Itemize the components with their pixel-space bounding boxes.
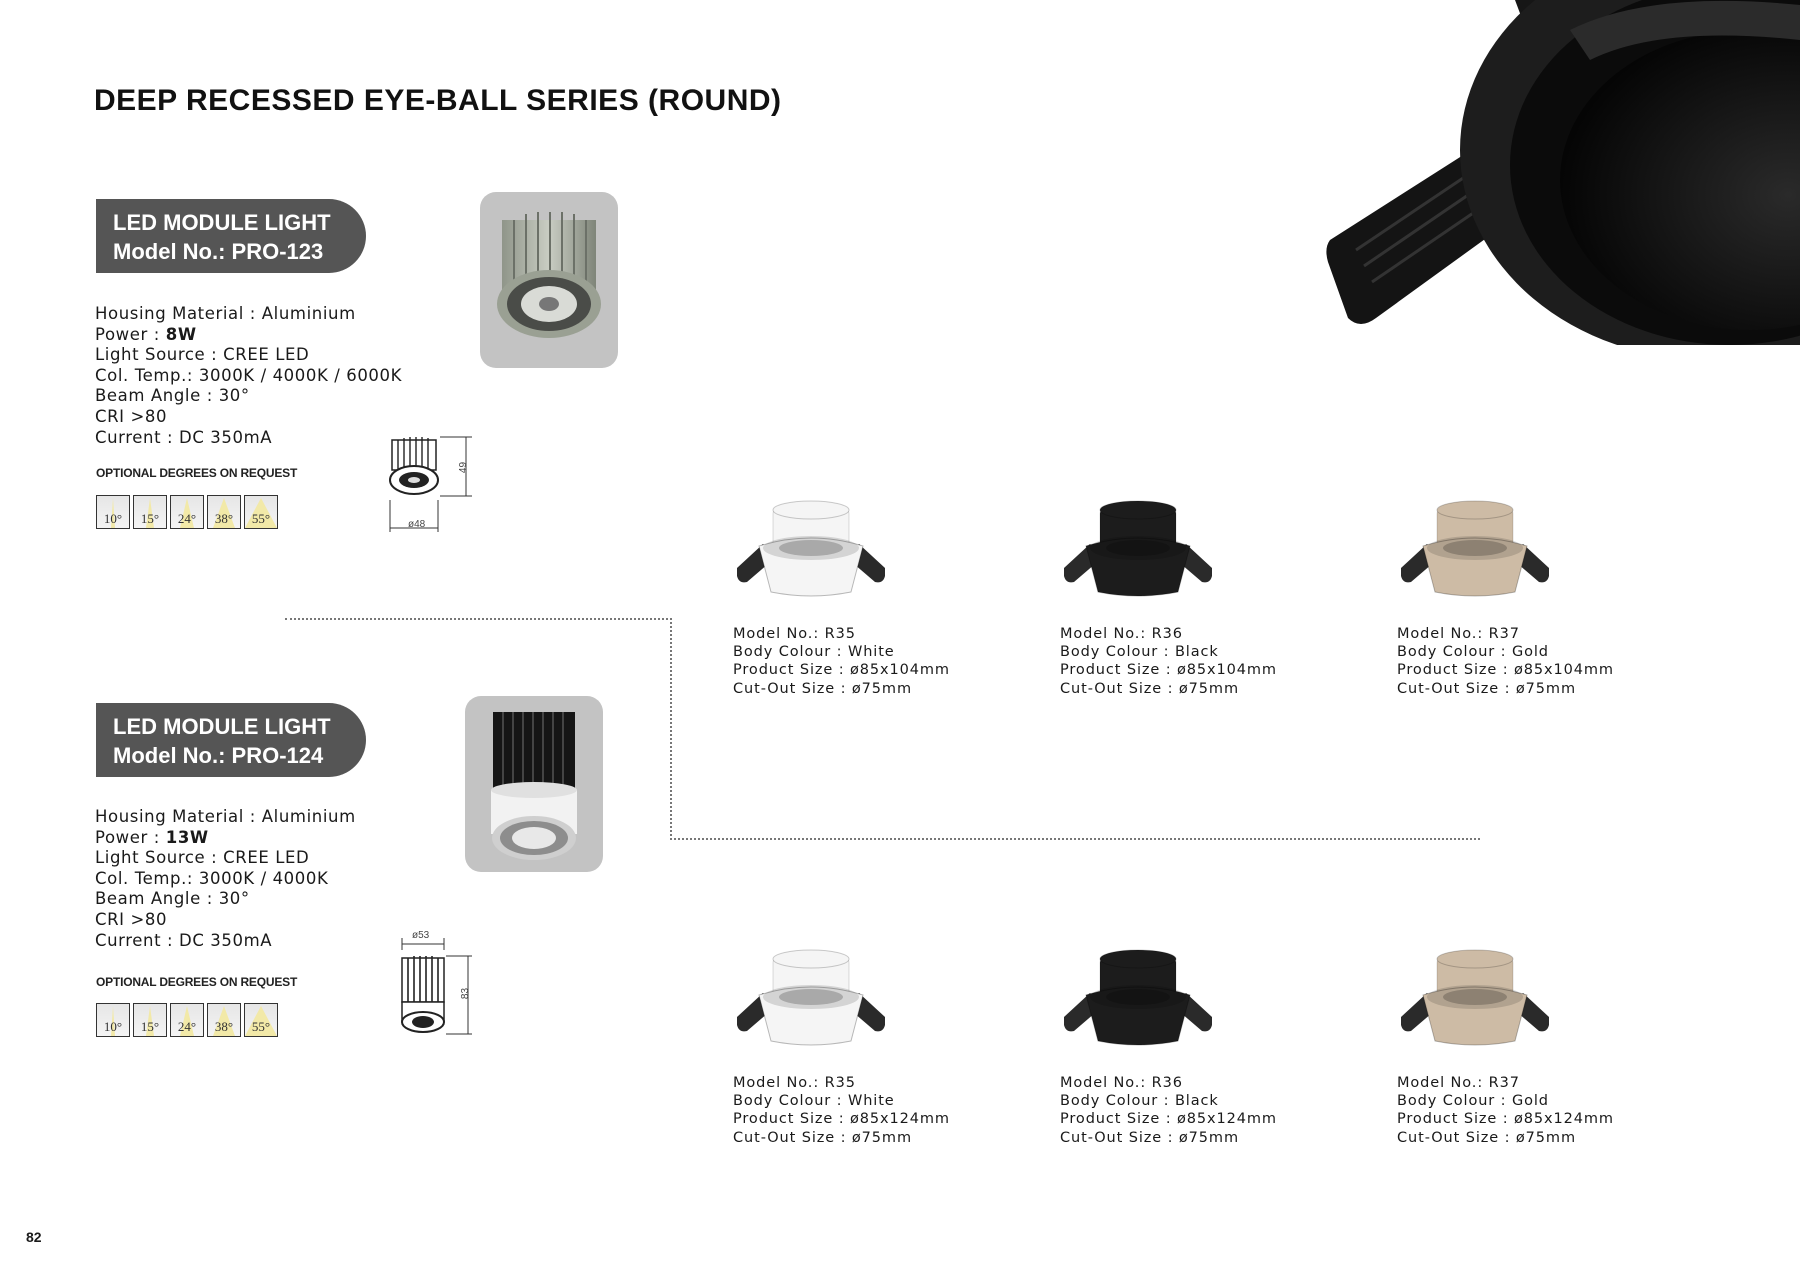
product-caption (733, 1074, 950, 1147)
spec-current: Current : DC 350mA (95, 427, 273, 447)
product-colour: Body Colour : Gold (1397, 1093, 1549, 1110)
downlight-image (733, 500, 889, 600)
product-cutout: Cut-Out Size : ø75mm (733, 1129, 912, 1146)
product-colour: Body Colour : Gold (1397, 644, 1549, 661)
spec-power: Power : 13W (95, 827, 209, 847)
spec-col-temp: Col. Temp.: 3000K / 4000K (95, 868, 329, 888)
product-size: Product Size : ø85x104mm (1060, 662, 1277, 679)
badge-model-number: Model No.: PRO-123 (113, 239, 324, 264)
product-colour: Body Colour : White (733, 644, 895, 661)
optional-degrees-note: OPTIONAL DEGREES ON REQUEST (96, 975, 298, 989)
hero-downlight-image (1320, 0, 1800, 345)
dimension-diameter: ø48 (408, 519, 426, 530)
spec-power: Power : 8W (95, 324, 197, 344)
product-caption (1060, 625, 1277, 698)
dimension-height: 83 (460, 987, 472, 1000)
product-model: Model No.: R35 (733, 626, 856, 642)
product-model: Model No.: R37 (1397, 1075, 1520, 1091)
spec-col-temp: Col. Temp.: 3000K / 4000K / 6000K (95, 365, 403, 385)
product-caption (1397, 1074, 1614, 1147)
dimension-drawing (394, 930, 484, 1040)
spec-cri: CRI >80 (95, 909, 168, 929)
product-model: Model No.: R36 (1060, 626, 1183, 642)
spec-power-value: 8W (165, 324, 197, 344)
product-colour: Body Colour : Black (1060, 1093, 1219, 1110)
optional-degrees-note: OPTIONAL DEGREES ON REQUEST (96, 466, 298, 480)
beam-option: 38° (207, 495, 241, 529)
downlight-image (1060, 949, 1216, 1049)
badge-title: LED MODULE LIGHT (113, 210, 331, 235)
product-cutout: Cut-Out Size : ø75mm (1060, 680, 1239, 697)
product-size: Product Size : ø85x124mm (733, 1111, 950, 1128)
product-size: Product Size : ø85x124mm (1060, 1111, 1277, 1128)
badge-model-number: Model No.: PRO-124 (113, 743, 324, 768)
spec-list (95, 304, 402, 448)
product-size: Product Size : ø85x104mm (1397, 662, 1614, 679)
module-badge (96, 199, 366, 273)
beam-option: 10° (96, 495, 130, 529)
product-cutout: Cut-Out Size : ø75mm (1060, 1129, 1239, 1146)
spec-cri: CRI >80 (95, 406, 168, 426)
dimension-height: 49 (458, 461, 470, 474)
badge-title: LED MODULE LIGHT (113, 714, 331, 739)
product-cutout: Cut-Out Size : ø75mm (733, 680, 912, 697)
spec-list (95, 807, 356, 951)
page-number: 82 (26, 1229, 42, 1245)
beam-option: 15° (133, 495, 167, 529)
beam-option: 38° (207, 1003, 241, 1037)
beam-angle-options (96, 495, 278, 531)
downlight-image (1397, 500, 1553, 600)
product-size: Product Size : ø85x104mm (733, 662, 950, 679)
beam-angle-options (96, 1003, 278, 1039)
spec-beam-angle: Beam Angle : 30° (95, 889, 250, 909)
beam-option: 15° (133, 1003, 167, 1037)
product-colour: Body Colour : Black (1060, 644, 1219, 661)
beam-option: 55° (244, 1003, 278, 1037)
downlight-image (1397, 949, 1553, 1049)
beam-option: 55° (244, 495, 278, 529)
product-model: Model No.: R35 (733, 1075, 856, 1091)
connector-line (670, 838, 1480, 840)
product-colour: Body Colour : White (733, 1093, 895, 1110)
spec-beam-angle: Beam Angle : 30° (95, 386, 250, 406)
connector-line (285, 618, 672, 620)
product-caption (1060, 1074, 1277, 1147)
product-size: Product Size : ø85x124mm (1397, 1111, 1614, 1128)
dimension-diameter: ø53 (412, 930, 430, 941)
page-title: DEEP RECESSED EYE-BALL SERIES (ROUND) (94, 84, 782, 117)
spec-light-source: Light Source : CREE LED (95, 345, 310, 365)
spec-light-source: Light Source : CREE LED (95, 848, 310, 868)
spec-housing: Housing Material : Aluminium (95, 304, 356, 323)
connector-line (670, 618, 672, 840)
spec-current: Current : DC 350mA (95, 930, 273, 950)
product-caption (1397, 625, 1614, 698)
product-model: Model No.: R36 (1060, 1075, 1183, 1091)
module-photo (480, 192, 618, 368)
downlight-image (733, 949, 889, 1049)
product-cutout: Cut-Out Size : ø75mm (1397, 680, 1576, 697)
product-cutout: Cut-Out Size : ø75mm (1397, 1129, 1576, 1146)
beam-option: 24° (170, 1003, 204, 1037)
beam-option: 10° (96, 1003, 130, 1037)
module-badge (96, 703, 366, 777)
product-model: Model No.: R37 (1397, 626, 1520, 642)
product-caption (733, 625, 950, 698)
downlight-image (1060, 500, 1216, 600)
module-photo (465, 696, 603, 872)
dimension-drawing (386, 434, 476, 534)
spec-power-value: 13W (165, 827, 209, 847)
spec-housing: Housing Material : Aluminium (95, 807, 356, 826)
beam-option: 24° (170, 495, 204, 529)
